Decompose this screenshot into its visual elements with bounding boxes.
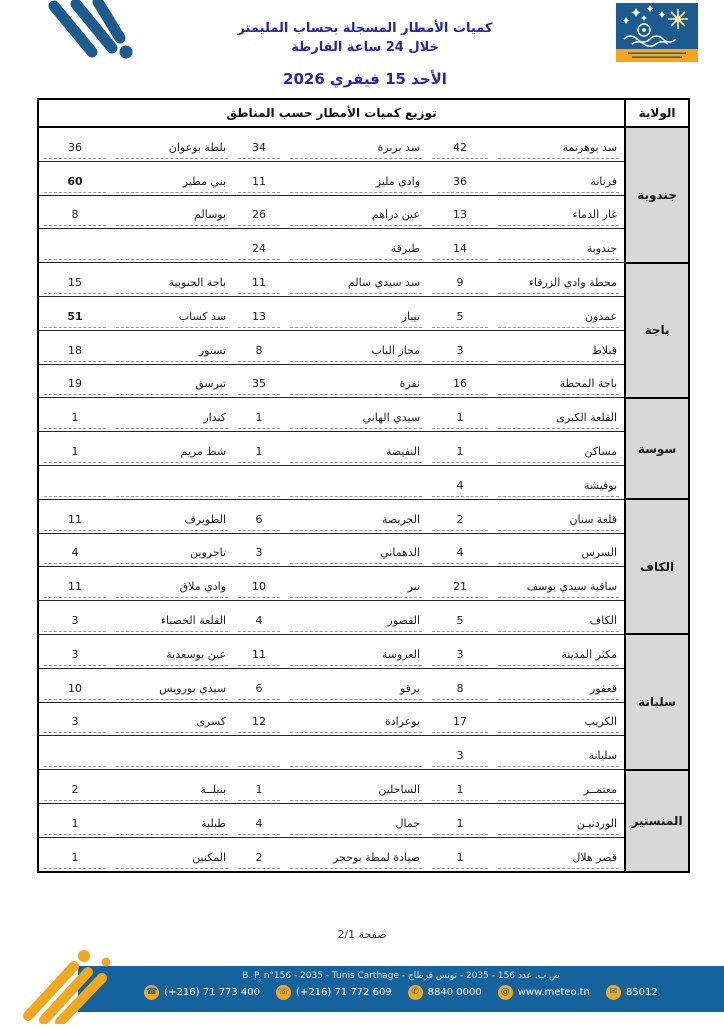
footer-decor [18,948,138,1028]
station-name-cell: قلعة سنان [493,499,625,533]
report-header [120,20,610,88]
station-name-cell: باجة الجنوبية [111,263,233,297]
station-name-cell: سد بربرة [285,127,427,161]
station-name-cell: مجاز الباب [285,330,427,364]
rain-value-cell: 13 [233,296,285,330]
station-name-cell: برقو [285,668,427,702]
rain-value-cell: 1 [38,803,111,837]
handset-icon: ✆ [408,985,423,1000]
station-name-cell: تستور [111,330,233,364]
rain-value-cell: 11 [38,567,111,601]
station-name-cell: طبلبة [111,803,233,837]
station-name-cell: معتمــر [493,770,625,804]
wilaya-cell: المنستير [625,770,689,872]
station-name-cell: بني مطير [111,161,233,195]
rain-value-cell: 15 [38,263,111,297]
station-name-cell: غار الدماء [493,195,625,229]
page-title-line2: خلال 24 ساعة الفارطة [291,39,439,55]
rain-value-cell: 11 [233,263,285,297]
rain-value-cell: 10 [233,567,285,601]
station-name-cell: تبرسق [111,364,233,398]
station-name-cell: بوفيشة [493,465,625,499]
rain-value-cell: 3 [38,634,111,668]
rain-value-cell: 60 [38,161,111,195]
sms-icon: ✉ [606,985,621,1000]
rain-value-cell: 1 [233,432,285,466]
wilaya-header: الولاية [625,99,689,127]
table-row [38,364,689,398]
station-name-cell: الكاف [493,601,625,635]
station-name-cell: مكثر المدينة [493,634,625,668]
rain-value-cell: 11 [233,161,285,195]
table-row [38,330,689,364]
rain-value-cell: 13 [427,195,493,229]
rain-value-cell: 4 [427,533,493,567]
table-row [38,567,689,601]
rain-value-cell: 3 [427,736,493,770]
station-name-cell: الجريصة [285,499,427,533]
rainfall-table-container [37,98,690,873]
rain-value-cell: 5 [427,601,493,635]
station-name-cell: فرنانة [493,161,625,195]
wilaya-cell: جندوبة [625,127,689,263]
table-row [38,601,689,635]
station-name-cell: باجة المحطة [493,364,625,398]
station-name-cell: العروسة [285,634,427,668]
rain-value-cell: 11 [38,499,111,533]
rain-value-cell [38,465,111,499]
station-name-cell: ساقية سيدي يوسف [493,567,625,601]
table-row [38,161,689,195]
station-name-cell: الكريب [493,702,625,736]
rain-value-cell: 2 [233,837,285,871]
table-row [38,668,689,702]
station-name-cell: قعفور [493,668,625,702]
footer-contacts [78,985,724,1000]
rain-value-cell: 42 [427,127,493,161]
station-name-cell: الدهماني [285,533,427,567]
rain-value-cell: 12 [233,702,285,736]
rain-value-cell: 1 [427,770,493,804]
rain-value-cell: 1 [233,398,285,432]
station-name-cell: سليانة [493,736,625,770]
page-title-line1: كميات الأمطار المسجلة بحساب المليمتر [237,21,493,36]
rain-value-cell: 34 [233,127,285,161]
rain-value-cell: 3 [38,601,111,635]
rain-value-cell: 3 [38,702,111,736]
contact-text: (+216) 71 773 400 [164,987,260,998]
table-row [38,837,689,871]
rain-value-cell: 1 [38,398,111,432]
rain-value-cell: 4 [233,601,285,635]
rain-value-cell: 1 [38,432,111,466]
station-name-cell: تاجروين [111,533,233,567]
rain-value-cell: 1 [38,837,111,871]
table-header-row [38,99,689,127]
station-name-cell: بوعرادة [285,702,427,736]
table-row [38,195,689,229]
rain-value-cell: 8 [233,330,285,364]
station-name-cell: سيدي بورويس [111,668,233,702]
station-name-cell: سيدي الهاني [285,398,427,432]
station-name-cell: جمال [285,803,427,837]
footer-address: B. P. n°156 - 2035 - Tunis Carthage - ص.ب. عدد 156 - 2035 - تونس قرطاج [242,971,560,981]
table-row [38,736,689,770]
rain-value-cell: 3 [427,634,493,668]
station-name-cell: وادي ملاق [111,567,233,601]
rain-value-cell: 2 [427,499,493,533]
rain-value-cell: 5 [427,296,493,330]
rain-value-cell: 4 [233,803,285,837]
rain-value-cell: 24 [233,229,285,263]
rain-value-cell: 2 [38,770,111,804]
rain-value-cell: 10 [38,668,111,702]
station-name-cell: الوردنيـن [493,803,625,837]
rain-value-cell: 18 [38,330,111,364]
station-name-cell: عمدون [493,296,625,330]
station-name-cell: بنبلــة [111,770,233,804]
station-name-cell: صيادة لمطة بوحجر [285,837,427,871]
station-name-cell: القصور [285,601,427,635]
table-row [38,803,689,837]
wilaya-cell: باجة [625,263,689,398]
station-name-cell: كندار [111,398,233,432]
meteo-institute-emblem [616,3,698,67]
table-row [38,432,689,466]
station-name-cell: مساكن [493,432,625,466]
contact-item [408,985,482,1000]
wilaya-cell: سوسة [625,398,689,499]
table-row [38,499,689,533]
rain-value-cell: 36 [427,161,493,195]
station-name-cell: جندوبة [493,229,625,263]
rain-value-cell [233,736,285,770]
orange-stripes-icon [18,948,138,1024]
rainfall-table-body [38,127,689,872]
rain-value-cell: 11 [233,634,285,668]
contact-item [276,985,392,1000]
station-name-cell: السرس [493,533,625,567]
rain-value-cell: 1 [427,432,493,466]
rain-value-cell: 19 [38,364,111,398]
station-name-cell: تيبار [285,296,427,330]
station-name-cell: بوسالم [111,195,233,229]
rain-value-cell: 26 [233,195,285,229]
rain-value-cell: 1 [427,803,493,837]
station-name-cell: النفيضة [285,432,427,466]
rain-value-cell: 6 [233,499,285,533]
contact-text: 8840 0000 [427,987,482,998]
station-name-cell [285,736,427,770]
rain-value-cell: 36 [38,127,111,161]
station-name-cell: عين بوسعدية [111,634,233,668]
table-row [38,465,689,499]
table-row [38,127,689,161]
station-name-cell: القلعة الخصباء [111,601,233,635]
wilaya-cell: سليانة [625,634,689,769]
station-name-cell: قصر هلال [493,837,625,871]
rain-value-cell: 1 [427,398,493,432]
contact-item [498,985,590,1000]
station-name-cell [111,465,233,499]
wilaya-cell: الكاف [625,499,689,634]
report-date: الأحد 15 فيفري 2026 [283,69,447,88]
rain-value-cell: 21 [427,567,493,601]
rain-value-cell: 6 [233,668,285,702]
table-row [38,702,689,736]
station-name-cell: كسرى [111,702,233,736]
station-name-cell: قبلاط [493,330,625,364]
contact-item [606,985,658,1000]
rain-value-cell: 35 [233,364,285,398]
meteo-emblem-icon [616,3,698,63]
rain-value-cell: 14 [427,229,493,263]
contact-text: (+216) 71 772 609 [295,987,392,998]
rain-value-cell: 4 [427,465,493,499]
rain-value-cell: 9 [427,263,493,297]
globe-icon: @ [498,985,513,1000]
rain-value-cell: 8 [427,668,493,702]
rain-value-cell: 16 [427,364,493,398]
table-row [38,296,689,330]
footer-bar [78,966,724,1012]
station-name-cell [111,736,233,770]
rain-value-cell: 3 [233,533,285,567]
rain-value-cell: 1 [427,837,493,871]
station-name-cell: وادي مليز [285,161,427,195]
rain-value-cell [38,736,111,770]
rain-value-cell: 51 [38,296,111,330]
fax-icon: ☏ [276,985,291,1000]
rain-value-cell: 1 [233,770,285,804]
table-row [38,634,689,668]
distribution-header: توزيع كميات الأمطار حسب المناطق [38,99,625,127]
station-name-cell: سد كساب [111,296,233,330]
table-row [38,770,689,804]
table-row [38,229,689,263]
station-name-cell [285,465,427,499]
station-name-cell: المكنين [111,837,233,871]
station-name-cell: سد بوهرتمة [493,127,625,161]
station-name-cell: نفزة [285,364,427,398]
rain-value-cell: 3 [427,330,493,364]
rainfall-table [37,98,690,873]
station-name-cell: نبر [285,567,427,601]
station-name-cell: شط مريم [111,432,233,466]
table-row [38,533,689,567]
rain-value-cell [233,465,285,499]
station-name-cell: القلعة الكبرى [493,398,625,432]
rain-value-cell: 4 [38,533,111,567]
station-name-cell [111,229,233,263]
phone-icon: ☎ [144,985,159,1000]
station-name-cell: الساحلين [285,770,427,804]
rain-value-cell: 17 [427,702,493,736]
contact-text: www.meteo.tn [517,987,590,998]
contact-item [144,985,260,1000]
station-name-cell: سد سيدي سالم [285,263,427,297]
table-row [38,398,689,432]
station-name-cell: الطويرف [111,499,233,533]
station-name-cell: عين دراهم [285,195,427,229]
station-name-cell: طبرقة [285,229,427,263]
rain-value-cell [38,229,111,263]
station-name-cell: محطة وادي الزرقاء [493,263,625,297]
table-row [38,263,689,297]
page-number: صفحة 2/1 [337,928,387,941]
rain-value-cell: 8 [38,195,111,229]
station-name-cell: بلطة بوعوان [111,127,233,161]
contact-text: 85012 [625,987,658,998]
